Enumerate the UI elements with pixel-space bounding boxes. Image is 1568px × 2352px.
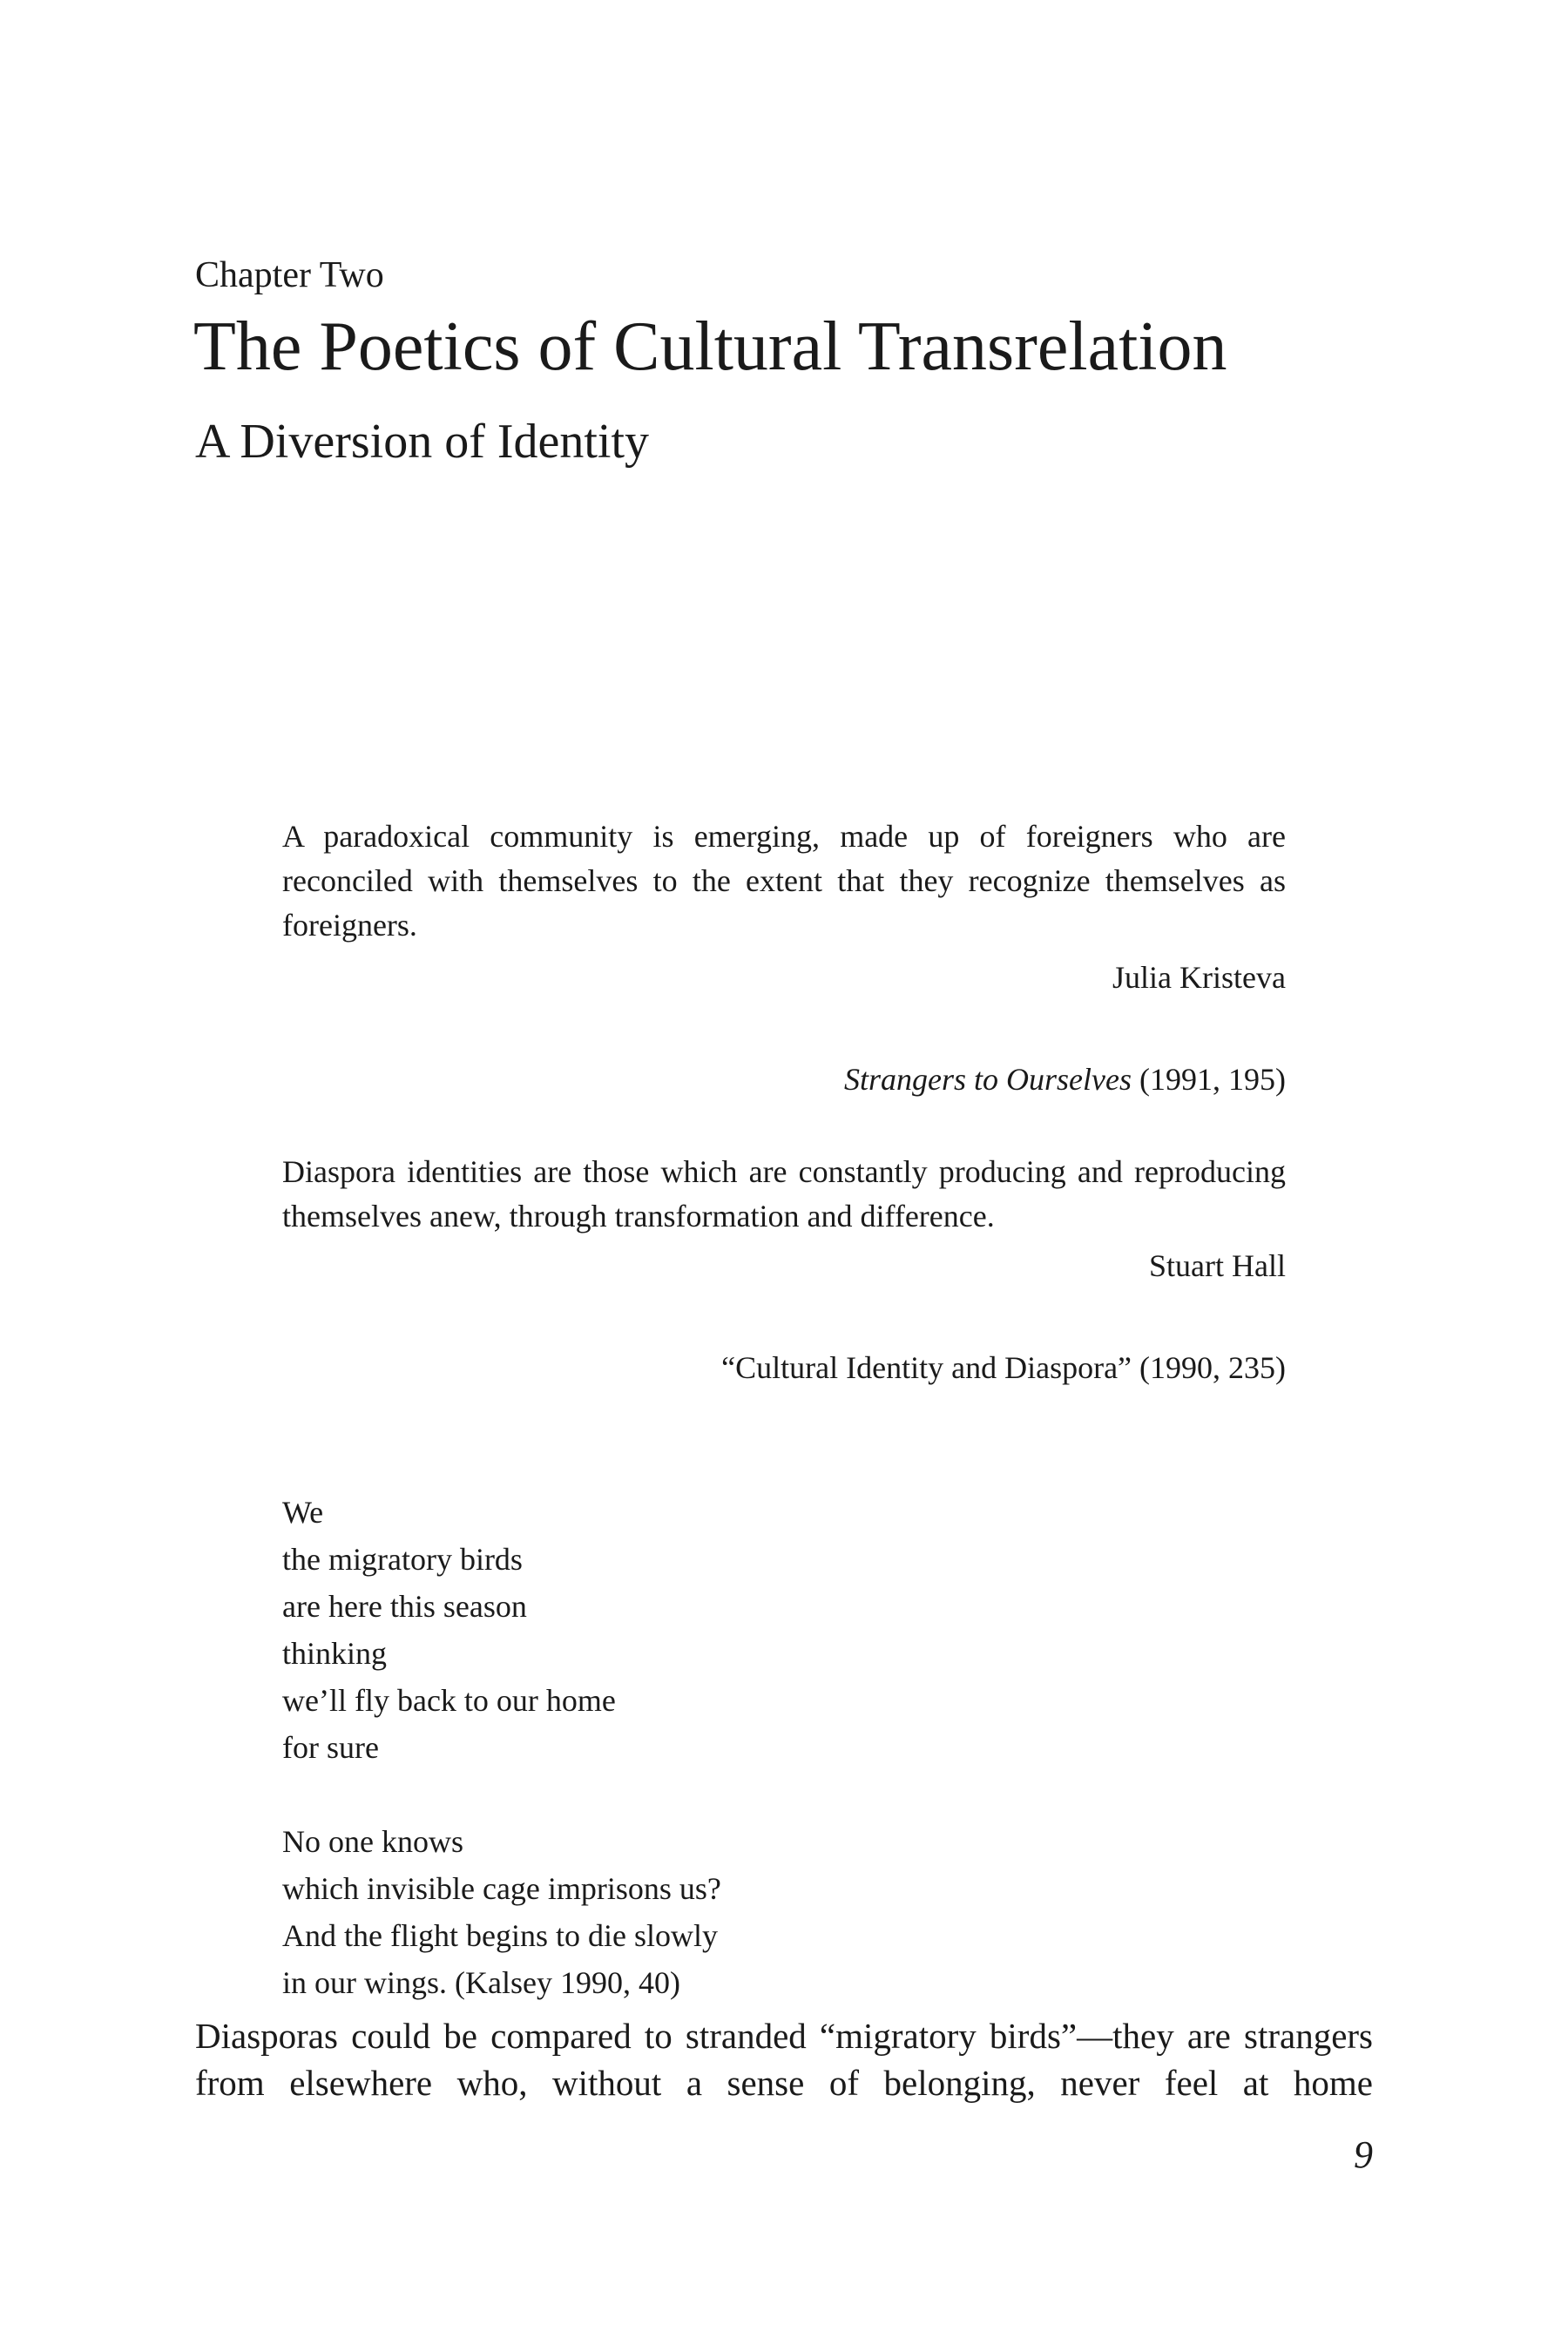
poem-line: We (282, 1495, 324, 1530)
epigraph-kristeva-author: Julia Kristeva (1112, 960, 1286, 995)
epigraph-kristeva-source-detail: (1991, 195) (1132, 1062, 1286, 1097)
epigraph-kristeva-source (282, 1058, 1286, 1101)
poem-line: the migratory birds (282, 1542, 523, 1577)
chapter-label: Chapter Two (195, 255, 384, 295)
poem-line: And the flight begins to die slowly (282, 1918, 718, 1953)
chapter-title: The Poetics of Cultural Transrelation (193, 308, 1227, 385)
epigraph-hall-quote: Diaspora identities are those which are constantly producing and reproducing themselves anew, through transformation and difference. (282, 1154, 1286, 1233)
poem-line: for sure (282, 1730, 379, 1765)
poem-line: in our wings. (Kalsey 1990, 40) (282, 1965, 680, 2000)
poem-line: we’ll fly back to our home (282, 1683, 616, 1718)
page-number: 9 (1354, 2133, 1373, 2176)
poem-line: No one knows (282, 1824, 463, 1859)
poem-line: which invisible cage imprisons us? (282, 1871, 721, 1906)
stanza-break (282, 1771, 721, 1818)
chapter-subtitle: A Diversion of Identity (195, 415, 650, 469)
epigraph-hall-author: Stuart Hall (1149, 1248, 1286, 1283)
epigraph-kristeva-source-title: Strangers to Ourselves (844, 1062, 1132, 1097)
poem-line: are here this season (282, 1589, 527, 1624)
epigraph-hall-source: “Cultural Identity and Diaspora” (1990, 235) (721, 1350, 1286, 1385)
poem (282, 1489, 721, 2006)
body-paragraph: Diasporas could be compared to stranded “migratory birds”—they are strangers from elsewhere who, without a sense of belonging, never feel at home (195, 2016, 1373, 2103)
poem-line: thinking (282, 1636, 388, 1671)
epigraph-kristeva-quote: A paradoxical community is emerging, made up of foreigners who are reconciled with themselves to the extent that they recognize themselves as foreigners. (282, 819, 1286, 943)
